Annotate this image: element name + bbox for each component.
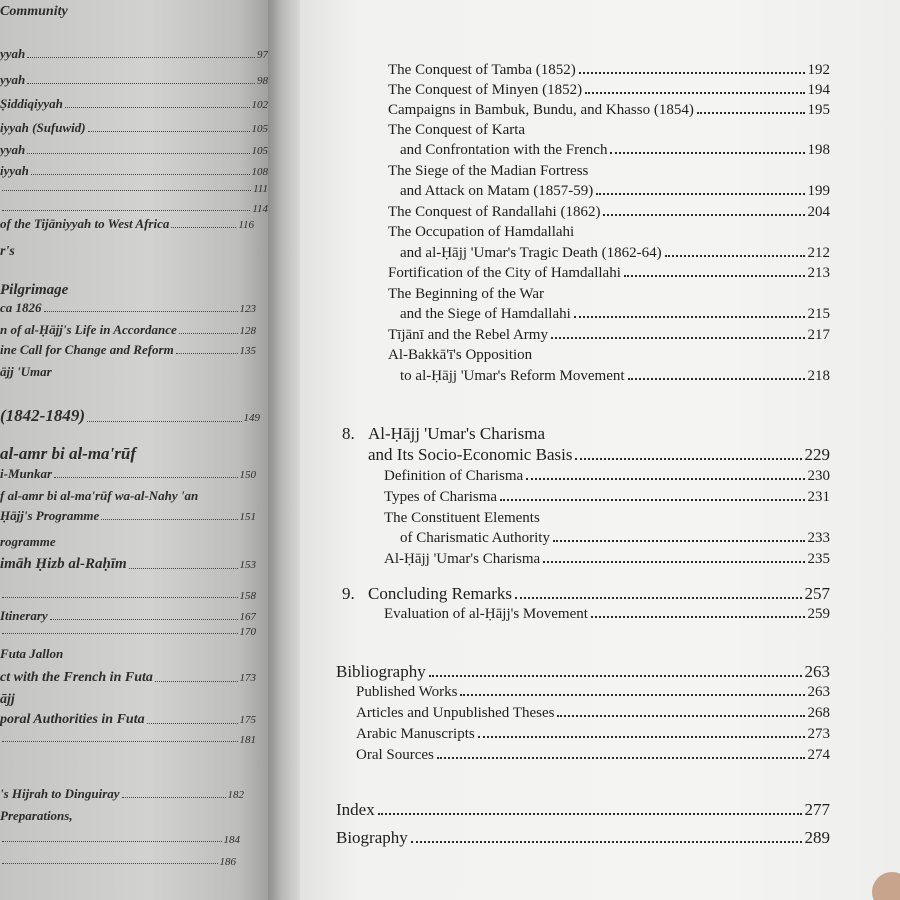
left-toc-entry-title: yyah (0, 46, 26, 61)
toc-entry-page: 217 (807, 327, 830, 343)
left-toc-entry-page: 102 (251, 99, 268, 111)
toc-entry (388, 265, 830, 282)
toc-entry-page: 263 (807, 684, 830, 700)
left-toc-entry-title: imāh Ḥizb al-Raḥīm (0, 556, 127, 572)
toc-entry (400, 368, 830, 385)
toc-entry-title: to al-Ḥājj 'Umar's Reform Movement (400, 368, 625, 384)
left-toc-entry-title: ca 1826 (0, 300, 42, 315)
biography-title: Biography (336, 828, 408, 847)
left-toc-entry-title: f al-amr bi al-ma'rūf wa-al-Nahy 'an (0, 488, 199, 503)
left-toc-entry-page: 151 (239, 511, 256, 523)
toc-entry-page: 213 (807, 265, 830, 281)
toc-entry (400, 530, 830, 547)
left-toc-entry-page: 105 (251, 123, 268, 135)
chapter-9-page: 257 (804, 584, 830, 603)
left-toc-entry (0, 406, 260, 426)
left-toc-entry-title: ct with the French in Futa (0, 670, 153, 685)
toc-entry-title: Fortification of the City of Hamdallahi (388, 265, 621, 281)
toc-entry (384, 551, 830, 568)
toc-entry (356, 726, 830, 743)
left-toc-entry-page: 97 (257, 49, 268, 61)
left-toc-entry (0, 670, 256, 686)
toc-entry (384, 606, 830, 623)
bibliography-page: 263 (804, 662, 830, 681)
left-toc-entry (0, 244, 260, 260)
toc-entry-title: The Beginning of the War (388, 286, 544, 302)
left-toc-entry-page: 114 (252, 203, 268, 215)
left-toc-entry (0, 203, 268, 215)
left-toc-entry (0, 142, 268, 158)
index-entry (336, 800, 830, 820)
toc-entry-page: 204 (807, 204, 830, 220)
toc-entry-title: Definition of Charisma (384, 468, 524, 484)
toc-entry-page: 194 (807, 82, 830, 98)
left-toc-entry-title: (1842-1849) (0, 406, 85, 425)
left-toc-entry-title: iyyah (0, 163, 29, 178)
left-toc-entry (0, 183, 268, 195)
toc-entry-title: The Conquest of Minyen (1852) (388, 82, 583, 98)
toc-entry-title: Types of Charisma (384, 489, 498, 505)
left-toc-entry-title: iyyah (Sufuwid) (0, 120, 86, 135)
left-toc-entry-page: 173 (239, 672, 256, 684)
toc-entry-title: The Conquest of Karta (388, 122, 526, 138)
toc-entry-title: Al-Bakkā'ī's Opposition (388, 347, 533, 363)
left-toc-entry-title: Ṣiddiqiyyah (0, 96, 63, 111)
left-toc-entry (0, 72, 268, 88)
chapter-9-number: 9. (342, 584, 355, 603)
left-toc-entry (0, 534, 256, 550)
right-page (300, 0, 900, 900)
left-toc-entry-title: n of al-Ḥājj's Life in Accordance (0, 322, 177, 337)
toc-entry-title: and the Siege of Hamdallahi (400, 306, 571, 322)
left-toc-entry-page: 170 (239, 626, 256, 638)
toc-entry-page: 231 (807, 489, 830, 505)
left-toc-entry (0, 856, 236, 868)
left-toc-entry-title: Pilgrimage (0, 282, 69, 298)
left-toc-entry-title: of the Tijāniyyah to West Africa (0, 216, 170, 231)
chapter-8-title-cont: and Its Socio-Economic Basis (368, 445, 573, 464)
left-toc-entry (0, 444, 260, 464)
toc-entry-page: 259 (807, 606, 830, 622)
left-toc-entry-title: ine Call for Change and Reform (0, 342, 174, 357)
index-page: 277 (804, 800, 830, 819)
left-toc-entry-title: 's Hijrah to Dinguiray (0, 786, 120, 801)
toc-entry (388, 204, 830, 221)
left-toc-entry-title: Preparations, (0, 808, 73, 823)
left-toc-entry-page: 175 (239, 714, 256, 726)
toc-entry-title: Oral Sources (356, 747, 434, 763)
left-toc-entry (0, 734, 256, 746)
left-toc-entry (0, 364, 256, 380)
left-toc-entry-page: 153 (239, 559, 256, 571)
left-toc-entry (0, 216, 254, 232)
toc-entry-title: and al-Ḥājj 'Umar's Tragic Death (1862-64) (400, 245, 662, 261)
toc-entry-title: and Confrontation with the French (400, 142, 608, 158)
toc-entry-page: 274 (807, 747, 830, 763)
book-gutter (268, 0, 302, 900)
left-toc-entry-page: 181 (239, 734, 256, 746)
left-toc-entry-title: ājj 'Umar (0, 364, 52, 379)
left-toc-entry (0, 626, 256, 638)
toc-entry-title: Tījānī and the Rebel Army (388, 327, 548, 343)
toc-entry-title: Campaigns in Bambuk, Bundu, and Khasso (1854) (388, 102, 694, 118)
left-toc-entry (0, 488, 256, 504)
toc-entry-title: The Conquest of Randallahi (1862) (388, 204, 601, 220)
toc-entry-title: The Conquest of Tamba (1852) (388, 62, 576, 78)
left-toc-entry-title: Ḥājj's Programme (0, 508, 100, 523)
toc-entry-page: 192 (807, 62, 830, 78)
left-toc-entry (0, 300, 256, 316)
left-toc-entry (0, 96, 268, 112)
left-toc-entry-page: 167 (239, 611, 256, 623)
left-toc-entry (0, 163, 268, 179)
left-toc-entry-title: Itinerary (0, 608, 48, 623)
toc-entry-title: Al-Ḥājj 'Umar's Charisma (384, 551, 541, 567)
toc-entry (388, 327, 830, 344)
index-title: Index (336, 800, 375, 819)
left-toc-entry-page: 128 (239, 325, 256, 337)
toc-entry-page: 230 (807, 468, 830, 484)
left-toc-entry (0, 590, 256, 602)
left-toc-entry-page: 135 (239, 345, 256, 357)
left-toc-entry (0, 508, 256, 524)
chapter-8-title: Al-Ḥājj 'Umar's Charisma (368, 424, 546, 443)
toc-entry-page: 235 (807, 551, 830, 567)
left-toc-entry (0, 4, 260, 20)
left-toc-entry (0, 46, 268, 62)
toc-entry (400, 183, 830, 200)
toc-entry (384, 468, 830, 485)
left-toc-entry (0, 646, 256, 662)
chapter-9-entry (368, 584, 830, 604)
toc-entry-page: 273 (807, 726, 830, 742)
toc-entry-title: The Constituent Elements (384, 510, 540, 526)
chapter-8-entry (368, 445, 830, 465)
toc-entry (356, 747, 830, 764)
left-toc-entry-page: 184 (223, 834, 240, 846)
left-toc-entry-title: r's (0, 244, 15, 259)
left-toc-entry-page: 186 (219, 856, 236, 868)
left-toc-entry-page: 111 (253, 183, 268, 195)
toc-entry-title: Published Works (356, 684, 458, 700)
left-toc-entry-page: 116 (238, 219, 254, 231)
toc-entry-title: The Siege of the Madian Fortress (388, 163, 589, 179)
left-toc-entry-page: 105 (251, 145, 268, 157)
toc-entry (400, 306, 830, 323)
biography-entry (336, 828, 830, 848)
toc-entry (400, 245, 830, 262)
left-toc-entry (0, 322, 256, 338)
left-toc-entry (0, 786, 244, 802)
left-toc-entry-page: 149 (243, 412, 260, 424)
toc-entry (400, 142, 830, 159)
toc-entry-title: The Occupation of Hamdallahi (388, 224, 575, 240)
left-toc-entry-page: 108 (251, 166, 268, 178)
left-toc-entry (0, 466, 256, 482)
toc-entry-title: Articles and Unpublished Theses (356, 705, 555, 721)
toc-entry-page: 195 (807, 102, 830, 118)
left-toc-entry-title: i-Munkar (0, 466, 53, 481)
left-toc-entry-title: yyah (0, 142, 26, 157)
toc-entry-page: 198 (807, 142, 830, 158)
left-toc-entry (0, 712, 256, 728)
left-toc-entry-page: 158 (239, 590, 256, 602)
left-toc-entry (0, 692, 256, 708)
bibliography-title: Bibliography (336, 662, 426, 681)
toc-entry-title: of Charismatic Authority (400, 530, 550, 546)
finger-tip (872, 872, 900, 900)
left-toc-entry-title: Community (0, 4, 68, 19)
chapter-8-page: 229 (804, 445, 830, 464)
bibliography-entry (336, 662, 830, 682)
left-toc-entry-title: ājj (0, 692, 15, 707)
toc-entry-page: 199 (807, 183, 830, 199)
left-toc-entry-title: al-amr bi al-ma'rūf (0, 444, 137, 463)
toc-entry-title: Evaluation of al-Ḥājj's Movement (384, 606, 588, 622)
left-toc-entry-title: rogramme (0, 534, 56, 549)
toc-entry-title: Arabic Manuscripts (356, 726, 475, 742)
biography-page: 289 (804, 828, 830, 847)
toc-entry (384, 489, 830, 506)
left-toc-entry (0, 834, 240, 846)
left-toc-entry-page: 98 (257, 75, 268, 87)
left-toc-entry (0, 120, 268, 136)
toc-entry-page: 218 (807, 368, 830, 384)
toc-entry-title: and Attack on Matam (1857-59) (400, 183, 594, 199)
toc-entry (388, 62, 830, 79)
left-toc-entry (0, 608, 256, 624)
left-toc-entry (0, 808, 244, 824)
toc-entry-page: 212 (807, 245, 830, 261)
toc-entry-page: 268 (807, 705, 830, 721)
left-toc-entry (0, 282, 260, 299)
toc-entry (388, 102, 830, 119)
left-toc-entry-page: 123 (239, 303, 256, 315)
toc-entry (356, 705, 830, 722)
toc-entry-page: 233 (807, 530, 830, 546)
chapter-8-number: 8. (342, 424, 355, 443)
chapter-9-title: Concluding Remarks (368, 584, 513, 603)
left-toc-entry-page: 150 (239, 469, 256, 481)
toc-entry (356, 684, 830, 701)
toc-entry (388, 82, 830, 99)
left-page (0, 0, 272, 900)
left-toc-entry (0, 342, 256, 358)
left-toc-entry-title: poral Authorities in Futa (0, 712, 145, 727)
left-toc-entry (0, 556, 256, 573)
toc-entry-page: 215 (807, 306, 830, 322)
left-toc-entry-title: Futa Jallon (0, 646, 64, 661)
left-toc-entry-page: 182 (227, 789, 244, 801)
left-toc-entry-title: yyah (0, 72, 26, 87)
